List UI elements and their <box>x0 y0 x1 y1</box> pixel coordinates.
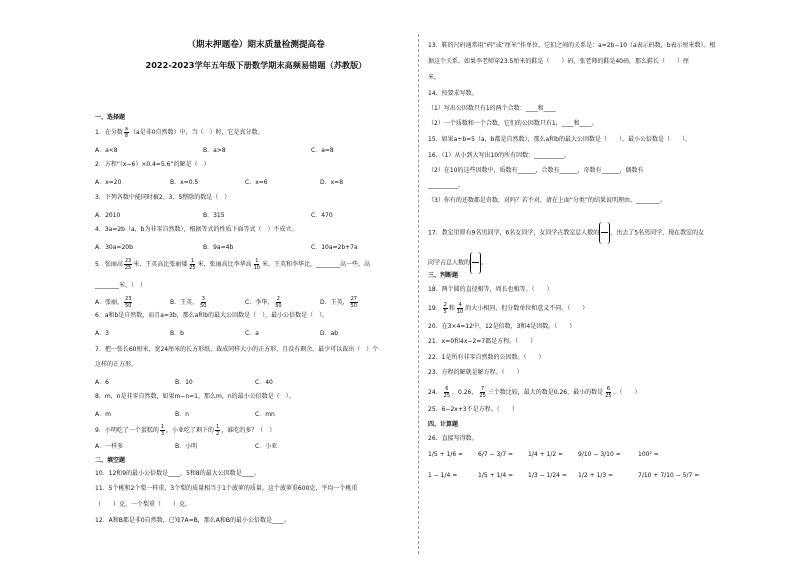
option: B．315 <box>203 212 225 219</box>
fraction: $\frac{1}{3}$ <box>160 424 165 437</box>
option: A．3 <box>95 330 109 337</box>
option: A．张丽， $\frac{23}{50}$ <box>95 296 132 309</box>
question-16-3: __________。 <box>428 182 465 189</box>
left-column <box>95 0 417 562</box>
question-26: 26．直接写得数。 <box>428 435 478 442</box>
question-8: 8．m，n是非零自然数，如果m−n=1，那么m，n的最小公倍数是（ ）。 <box>95 393 295 400</box>
option: D．王英， $\frac{27}{50}$ <box>320 296 357 309</box>
fraction: $\frac{6}{25}$ <box>443 386 451 399</box>
calc-item: 1/5 + 1/6 = <box>428 451 464 458</box>
question-17-cont: 同学占总人数的 。 <box>428 252 487 274</box>
calc-item: 1 − 1/4 = <box>428 472 458 479</box>
option: C．小亚 <box>255 443 278 450</box>
section-heading: 二、填空题 <box>95 457 126 464</box>
calc-item: 1/2 + 1/3 = <box>578 472 614 479</box>
right-column <box>422 0 787 562</box>
question-25: 25．6−2x+3不是方程。（ ） <box>428 406 518 413</box>
question-5-cont: ________米。（ ） <box>95 282 147 289</box>
option: C．x=6 <box>245 179 268 186</box>
option: B．9a=4b <box>203 244 234 251</box>
question-3: 3．下列各数中能同时被2、3、5整除的数是（ ） <box>95 194 231 201</box>
question-24: 24． $\frac{6}{25}$ ，0.26， $\frac{7}{25}$ 三个数比较，最大的数是0.26，最小的数是 $\frac{6}{25}$ 。（ ） <box>428 386 641 399</box>
option: B．a>8 <box>203 147 226 154</box>
question-18: 18．两个圆的直径相等，周长也相等。（ ） <box>428 286 553 293</box>
question-12: 12．A和B都是非0自然数，已知7A=B，那么A和B的最小公倍数是____。 <box>95 517 290 524</box>
option: B．x=0.5 <box>170 179 199 186</box>
section-heading: 一、选择题 <box>95 114 126 121</box>
question-16-2: （2）在10的这些因数中，质数有______，合数有______，奇数有______，偶数有 <box>428 167 644 174</box>
fraction: $\frac{7}{25}$ <box>479 386 486 399</box>
calc-item: 1/5 + 1/4 = <box>478 472 514 479</box>
question-6: 6．a和b是自然数，而且a=3b，那么a和b的最大公因数是（ ），最小公倍数是（ ）。 <box>95 312 329 319</box>
calc-item: 100² = <box>638 451 659 458</box>
column-divider <box>418 34 419 554</box>
calc-item: 1/4 + 1/2 = <box>528 451 564 458</box>
question-19: 19． $\frac{2}{5}$ 和 $\frac{4}{10}$ 的大小相同，但分数单位和意义不同。（ ） <box>428 302 589 315</box>
fraction: $\frac{6}{25}$ <box>605 386 612 399</box>
option: A．30a=20b <box>95 244 133 251</box>
calc-item: 1/3 − 1/24 = <box>528 472 567 479</box>
question-20: 20．在3×4=12中，12是倍数，3和4是因数。（ ） <box>428 323 576 330</box>
question-11-cont: （ ）克，一个梨重（ ）克。 <box>95 501 192 508</box>
option: B．b <box>170 330 184 337</box>
calc-item: 7/10 + 7/10 − 5/7 = <box>638 472 700 479</box>
fraction: $\frac{1}{10}$ <box>253 258 260 271</box>
question-21: 21．x=0和4x−2=7都是方程。（ ） <box>428 338 537 345</box>
calc-item: 6/7 − 3/7 = <box>478 451 514 458</box>
question-5: 5．张丽高 $\frac{23}{25}$ 米，王英高比张丽矮 $\frac{1}{25}$ 米，张丽高比李华高 $\frac{1}{10}$ 米。王英和李华比，________高一些。高 <box>95 258 370 271</box>
fraction: $\frac{1}{25}$ <box>189 258 196 271</box>
question-4: 4．3a=2b（a，b为非零自然数），根据等式的性质下面等式（ ）不成立。 <box>95 226 298 233</box>
option: A．6 <box>95 379 109 386</box>
question-10: 10．12和9的最小公倍数是____，5和8的最大公因数是____。 <box>95 470 260 477</box>
calc-item: 9/10 − 3/10 = <box>578 451 621 458</box>
fraction: $\frac{23}{25}$ <box>124 258 132 271</box>
fraction: $\frac{1}{2}$ <box>216 424 220 437</box>
option: C．470 <box>311 212 333 219</box>
question-1: 1．在分数 $\frac{a}{8}$ （a是非0自然数）中，当（ ）时，它是真分数。 <box>95 126 264 139</box>
option: C．a <box>245 330 259 337</box>
question-7-cont: 这样的正方形。 <box>95 361 138 368</box>
fraction: $\frac{4}{10}$ <box>456 302 464 315</box>
question-14-2: （2）一个质数和一个合数，它们的公因数只有1，____和____。 <box>428 120 598 127</box>
section-heading: 四、计算题 <box>428 421 459 428</box>
question-14-1: （1）写出公因数只有1的两个合数：____和____ <box>428 105 556 112</box>
question-11: 11．5个桃和2个梨一样重，3个梨的质量相当于1个菠萝的质量。这个菠萝重600克，平均一个桃重 <box>95 485 358 492</box>
page-subtitle: 2022-2023学年五年级下册数学期末高频易错题（苏教版） <box>145 60 367 70</box>
option: C．a=8 <box>311 147 334 154</box>
question-13: 13．鞋的尺码通常用“码”或“厘米”作单位，它们之间的关系是：a=2b−10（a表示码数，b表示厘米数）。根 <box>428 42 716 49</box>
question-2: 2．方程“（x−6）×0.4=5.6”的解是（ ） <box>95 161 210 168</box>
option: B．小明 <box>175 443 198 450</box>
option: B．n <box>175 411 189 418</box>
question-16: 16．（1）从小到大写出10的所有因数：__________。 <box>428 152 571 159</box>
page-title: （期末押题卷）期末质量检测提高卷 <box>187 40 325 50</box>
blank-fraction-box <box>599 222 610 244</box>
option: A．a<8 <box>95 147 118 154</box>
question-13-cont: 据这个关系，如果李老师穿23.5厘米的鞋是（ ）码，张老师的鞋是40码，那么鞋长（ ）厘 <box>428 58 689 65</box>
option: C．mn <box>255 411 275 418</box>
option: A．x=20 <box>95 179 122 186</box>
question-16-4: （3）你有的还数都是奇数，对吗？若不对，请在上面“分类”的结果说明理由。________。 <box>428 197 667 204</box>
blank-fraction-box <box>470 252 481 274</box>
question-23: 23．方程的解就是解方程。（ ） <box>428 369 523 376</box>
question-22: 22．1是所有非零自然数的公因数。（ ） <box>428 354 545 361</box>
question-17: 17．教室里原有9名男同学，6名女同学，女同学占教室总人数的 ，出去了5名男同学，现在教室的女 <box>428 222 704 244</box>
section-heading: 三、判断题 <box>428 272 459 279</box>
option: C．40 <box>255 379 273 386</box>
option: D．ab <box>320 330 339 337</box>
option: B．10 <box>175 379 193 386</box>
question-15: 15．如果a÷b=5（a，b都是自然数），那么a和b的最大公因数是（ ），最小公倍数是（ ）。 <box>428 136 691 143</box>
option: C．李华， $\frac{2}{50}$ <box>245 296 282 309</box>
option: A．一样多 <box>95 443 124 450</box>
option: C．10a=2b+7a <box>311 244 358 251</box>
option: A．m <box>95 411 111 418</box>
question-13-cont: 米。 <box>428 74 441 81</box>
fraction: $\frac{2}{5}$ <box>443 302 447 315</box>
option: D．x=8 <box>320 179 344 186</box>
option: B．王英， $\frac{3}{50}$ <box>170 296 207 309</box>
fraction: $\frac{a}{8}$ <box>124 126 129 139</box>
option: A．2010 <box>95 212 121 219</box>
question-7: 7．把一张长60厘米，宽24厘米的长方形纸，裁成同样大小的正方形，且没有剩余，最少可以裁出（ ）个 <box>95 346 379 353</box>
question-14: 14．按要求写数。 <box>428 90 478 97</box>
question-9: 9．小明吃了一个蛋糕的 $\frac{1}{3}$ ，小亚吃了剩下的 $\frac{1}{2}$ ，谁吃的多？（ ） <box>95 424 276 437</box>
